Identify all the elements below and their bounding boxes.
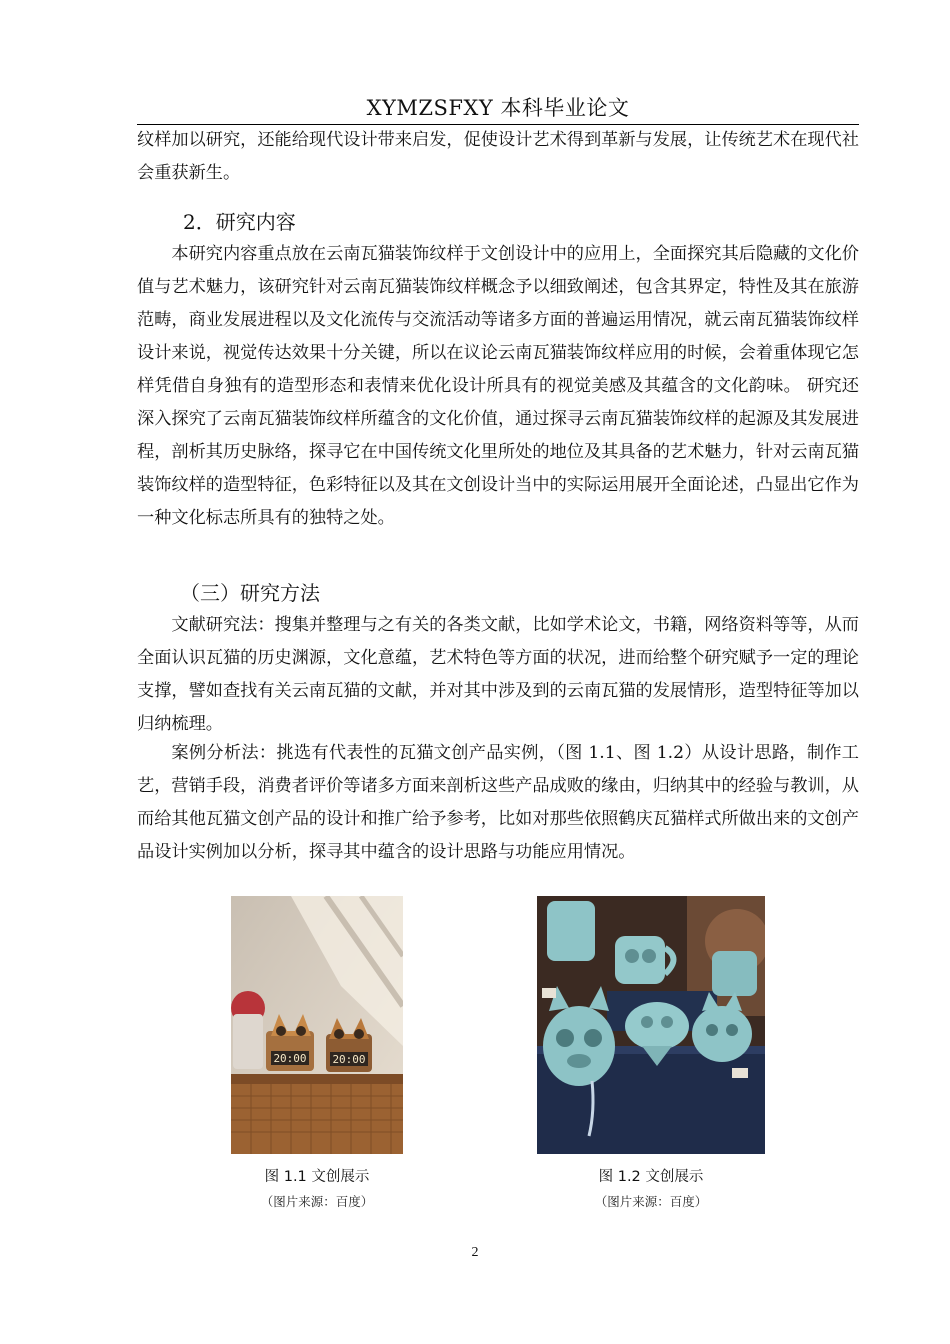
figure-1-1-illustration xyxy=(231,896,403,1154)
paragraph-continuation: 纹样加以研究，还能给现代设计带来启发，促使设计艺术得到革新与发展，让传统艺术在现代社会重获新生。 xyxy=(137,130,859,183)
paragraph-literature-method: 文献研究法：搜集并整理与之有关的各类文献，比如学术论文，书籍，网络资料等等，从而全面认识瓦猫的历史渊源，文化意蕴，艺术特色等方面的状况，进而给整个研究赋予一定的理论支撑，譬如查找有关云南瓦猫的文献，并对其中涉及到的云南瓦猫的发展情形，造型特征等加以归纳梳理。 xyxy=(137,615,859,734)
figure-1-1-source: （图片来源：百度） xyxy=(260,1194,374,1209)
section-heading-research-methods: （三）研究方法 xyxy=(180,581,320,605)
page-number: 2 xyxy=(471,1245,479,1260)
figure-1-2-illustration xyxy=(537,896,765,1154)
figure-1-1-clock-left: 20:00 xyxy=(273,1052,307,1065)
paragraph-case-method: 案例分析法：挑选有代表性的瓦猫文创产品实例，（图 1.1、图 1.2）从设计思路，制作工艺，营销手段，消费者评价等诸多方面来剖析这些产品成败的缘由，归纳其中的经验与教训，从而给其他瓦猫文创产品的设计和推广给予参考，比如对那些依照鹤庆瓦猫样式所做出来的文创产品设计实例加以分析，探寻其中蕴含的设计思路与功能应用情况。 xyxy=(137,743,859,862)
figure-1-1-clock-right: 20:00 xyxy=(332,1053,366,1066)
paragraph-research-content: 本研究内容重点放在云南瓦猫装饰纹样于文创设计中的应用上，全面探究其后隐藏的文化价值与艺术魅力，该研究针对云南瓦猫装饰纹样概念予以细致阐述，包含其界定，特性及其在旅游范畴，商业发展进程以及文化流传与交流活动等诸多方面的普遍运用情况，就云南瓦猫装饰纹样设计来说，视觉传达效果十分关键，所以在议论云南瓦猫装饰纹样应用的时候，会着重体现它怎样凭借自身独有的造型形态和表情来优化设计所具有的视觉美感及其蕴含的文化韵味。 研究还深入探究了云南瓦猫装饰纹样所蕴含的文化价值，通过探寻云南瓦猫装饰纹样的起源及其发展进程，剖析其历史脉络，探寻它在中国传统文化里所处的地位及其具备的艺术魅力，针对云南瓦猫装饰纹样的造型特征，色彩特征以及其在文创设计当中的实际运用展开全面论述，凸显出它作为一种文化标志所具有的独特之处。 xyxy=(137,244,859,528)
running-header: XYMZSFXY 本科毕业论文 xyxy=(366,96,630,120)
figure-1-1-caption: 图 1.1 文创展示 xyxy=(264,1169,370,1185)
figure-1-2-source: （图片来源：百度） xyxy=(594,1194,708,1209)
figure-1-2-caption: 图 1.2 文创展示 xyxy=(598,1169,704,1185)
figure-1-1-image xyxy=(231,896,403,1154)
section-heading-research-content: 2．研究内容 xyxy=(183,210,296,234)
figure-1-2-image xyxy=(537,896,765,1154)
